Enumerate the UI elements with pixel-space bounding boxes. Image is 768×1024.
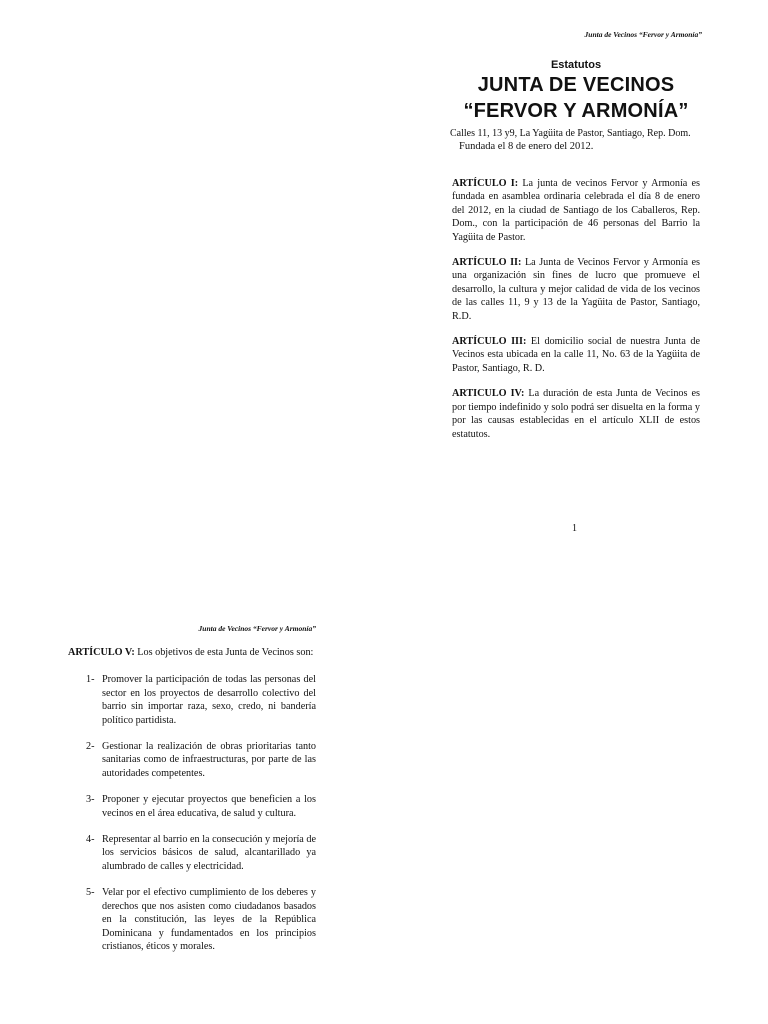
running-header: Junta de Vecinos “Fervor y Armonía” bbox=[584, 30, 702, 39]
article-text: La Junta de Vecinos Fervor y Armonía es una organización sin fines de lucro que promueve el desarrollo, la cultura y mejor calidad de vida de los vecinos de las calles 11, 9 y 13 de la Yagüita de Pastor, Santiago, R.D. bbox=[452, 257, 700, 322]
list-item bbox=[68, 673, 316, 727]
article-1 bbox=[452, 177, 700, 244]
article-text: La junta de vecinos Fervor y Armonía es fundada en asamblea ordinaria celebrada el día 8 de enero del 2012, en la ciudad de Santiago de los Caballeros, Rep. Dom., con la participación de 46 personas del Barrio la Yagüita de Pastor. bbox=[452, 178, 701, 243]
document-title-line-1: JUNTA DE VECINOS bbox=[477, 74, 675, 96]
list-item bbox=[68, 740, 316, 780]
objectives-list bbox=[68, 673, 316, 953]
list-item-number: 5- bbox=[86, 887, 95, 899]
list-item-number: 1- bbox=[86, 674, 95, 686]
article-label: ARTÍCULO III: bbox=[452, 336, 527, 348]
article-label: ARTICULO IV: bbox=[452, 388, 525, 400]
document-kicker: Estatutos bbox=[550, 59, 602, 71]
article-label: ARTÍCULO II: bbox=[452, 257, 522, 269]
list-item bbox=[68, 886, 316, 953]
list-item-number: 2- bbox=[86, 741, 95, 753]
document-page-2 bbox=[68, 624, 316, 966]
list-item-text: Promover la participación de todas las personas del sector en los proyectos de desarrollo colectivo del barrio sin importar raza, sexo, credo, ni bandería político partidista. bbox=[102, 674, 316, 726]
organization-address: Calles 11, 13 y9, La Yagüita de Pastor, Santiago, Rep. Dom. bbox=[450, 128, 691, 139]
list-item bbox=[68, 833, 316, 873]
article-text: Los objetivos de esta Junta de Vecinos son: bbox=[134, 647, 314, 658]
document-page-1 bbox=[452, 30, 700, 441]
running-header: Junta de Vecinos “Fervor y Armonía” bbox=[198, 624, 316, 633]
article-4 bbox=[452, 387, 700, 441]
article-5 bbox=[68, 646, 316, 659]
list-item-text: Gestionar la realización de obras prioritarias tanto sanitarias como de infraestructuras, por parte de las autoridades competentes. bbox=[102, 741, 316, 779]
article-text: La duración de esta Junta de Vecinos es por tiempo indefinido y solo podrá ser disuelta en la forma y por las causas establecidas en el artículo XLII de estos estatutos. bbox=[452, 388, 700, 440]
list-item-text: Velar por el efectivo cumplimiento de los deberes y derechos que nos asisten como ciudadanos basados en la constitución, las leyes de la República Dominicana y fundamentados en los principios cristianos, éticos y morales. bbox=[102, 887, 316, 952]
article-text: El domicilio social de nuestra Junta de Vecinos esta ubicada en la calle 11, No. 63 de la Yagüita de Pastor, Santiago, R. D. bbox=[452, 336, 700, 374]
article-label: ARTÍCULO I: bbox=[452, 178, 519, 189]
article-2 bbox=[452, 256, 700, 323]
list-item-number: 4- bbox=[86, 834, 95, 846]
list-item-text: Representar al barrio en la consecución y mejoría de los servicios básicos de salud, alcantarillado ya alumbrado de calles y electricidad. bbox=[102, 834, 316, 872]
list-item-number: 3- bbox=[86, 794, 95, 806]
list-item-text: Proponer y ejecutar proyectos que beneficien a los vecinos en el área educativa, de salud y cultura. bbox=[102, 794, 316, 819]
document-title-line-2: “FERVOR Y ARMONÍA” bbox=[463, 100, 689, 122]
article-label: ARTÍCULO V: bbox=[68, 647, 135, 658]
article-3 bbox=[452, 335, 700, 375]
list-item bbox=[68, 793, 316, 820]
page-number: 1 bbox=[572, 523, 577, 534]
founding-date: Fundada el 8 de enero del 2012. bbox=[459, 141, 594, 152]
